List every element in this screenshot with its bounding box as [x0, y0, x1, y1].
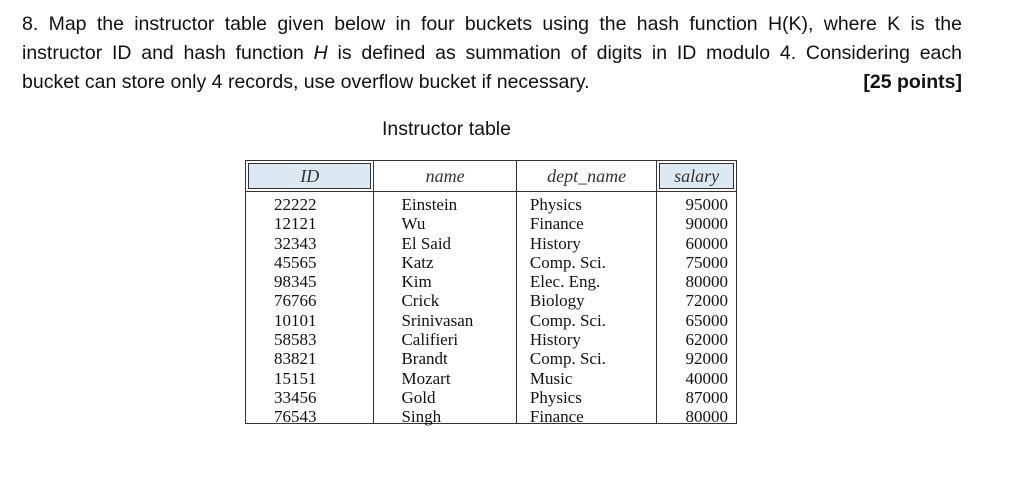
id-cell: 58583 [274, 330, 317, 350]
salary-cell: 65000 [685, 310, 728, 330]
id-column [246, 192, 374, 427]
question-line-2 [22, 39, 962, 68]
dept-cell: Comp. Sci. [529, 252, 606, 272]
dept-cell: Elec. Eng. [529, 272, 601, 292]
dept-cell: Physics [529, 195, 582, 214]
question-line-1: 8. Map the instructor table given below in four buckets using the hash function H(K), where K is the [22, 13, 962, 35]
name-cell: Mozart [401, 368, 451, 388]
salary-cell: 75000 [685, 252, 728, 272]
name-cell: El Said [401, 233, 452, 253]
question-text [22, 10, 962, 97]
name-column [374, 192, 516, 427]
dept-cell: History [529, 233, 581, 253]
salary-cell: 80000 [685, 272, 728, 292]
salary-cell: 72000 [685, 291, 728, 311]
salary-cell: 62000 [685, 330, 728, 350]
dept-cell: Comp. Sci. [529, 349, 606, 369]
name-cell: Kim [401, 272, 432, 292]
salary-cell: 87000 [685, 387, 728, 407]
id-cell: 83821 [274, 349, 317, 369]
header-cell-salary [657, 161, 736, 191]
dept-column [517, 192, 657, 427]
dept-cell: Finance [529, 407, 584, 427]
table-header-row [246, 161, 736, 192]
table-body [246, 192, 736, 427]
salary-column [657, 192, 736, 427]
dept-cell: Physics [529, 387, 582, 407]
salary-cell: 95000 [685, 195, 728, 214]
id-cell: 15151 [274, 368, 317, 388]
name-cell: Singh [401, 407, 442, 427]
question-line-3-text: bucket can store only 4 records, use overflow bucket if necessary. [22, 71, 590, 93]
id-cell: 22222 [274, 195, 317, 214]
name-cell: Srinivasan [401, 310, 474, 330]
id-cell: 12121 [274, 214, 317, 234]
name-cell: Wu [401, 214, 426, 234]
header-dept-name: dept_name [517, 161, 657, 191]
header-cell-id [246, 161, 374, 191]
dept-cell: Comp. Sci. [529, 310, 606, 330]
id-cell: 10101 [274, 310, 317, 330]
dept-cell: Biology [529, 291, 585, 311]
id-cell: 32343 [274, 233, 317, 253]
dept-cell: Music [529, 368, 573, 388]
name-cell: Crick [401, 291, 440, 311]
salary-cell: 40000 [685, 368, 728, 388]
name-cell: Einstein [401, 195, 458, 214]
header-salary: salary [659, 163, 734, 189]
instructor-table [245, 160, 737, 427]
salary-cell: 90000 [685, 214, 728, 234]
table-caption: Instructor table [382, 118, 511, 140]
salary-cell: 80000 [685, 407, 728, 427]
question-line-3 [22, 68, 962, 97]
name-cell: Brandt [401, 349, 448, 369]
name-cell: Katz [401, 252, 434, 272]
id-cell: 45565 [274, 252, 317, 272]
header-name: name [374, 161, 516, 191]
id-cell: 33456 [274, 387, 317, 407]
salary-cell: 92000 [685, 349, 728, 369]
dept-cell: History [529, 330, 581, 350]
dept-cell: Finance [529, 214, 584, 234]
header-id: ID [248, 163, 371, 189]
salary-cell: 60000 [685, 233, 728, 253]
question-line-2-start: instructor ID and hash function [22, 42, 314, 64]
points-badge: [25 points] [863, 71, 962, 93]
name-cell: Gold [401, 387, 436, 407]
hash-function-symbol: H [313, 42, 328, 64]
id-cell: 98345 [274, 272, 317, 292]
id-cell: 76543 [274, 407, 317, 427]
question-line-2-end: is defined as summation of digits in ID modulo 4. Considering each [327, 42, 962, 64]
name-cell: Califieri [401, 330, 459, 350]
id-cell: 76766 [274, 291, 317, 311]
